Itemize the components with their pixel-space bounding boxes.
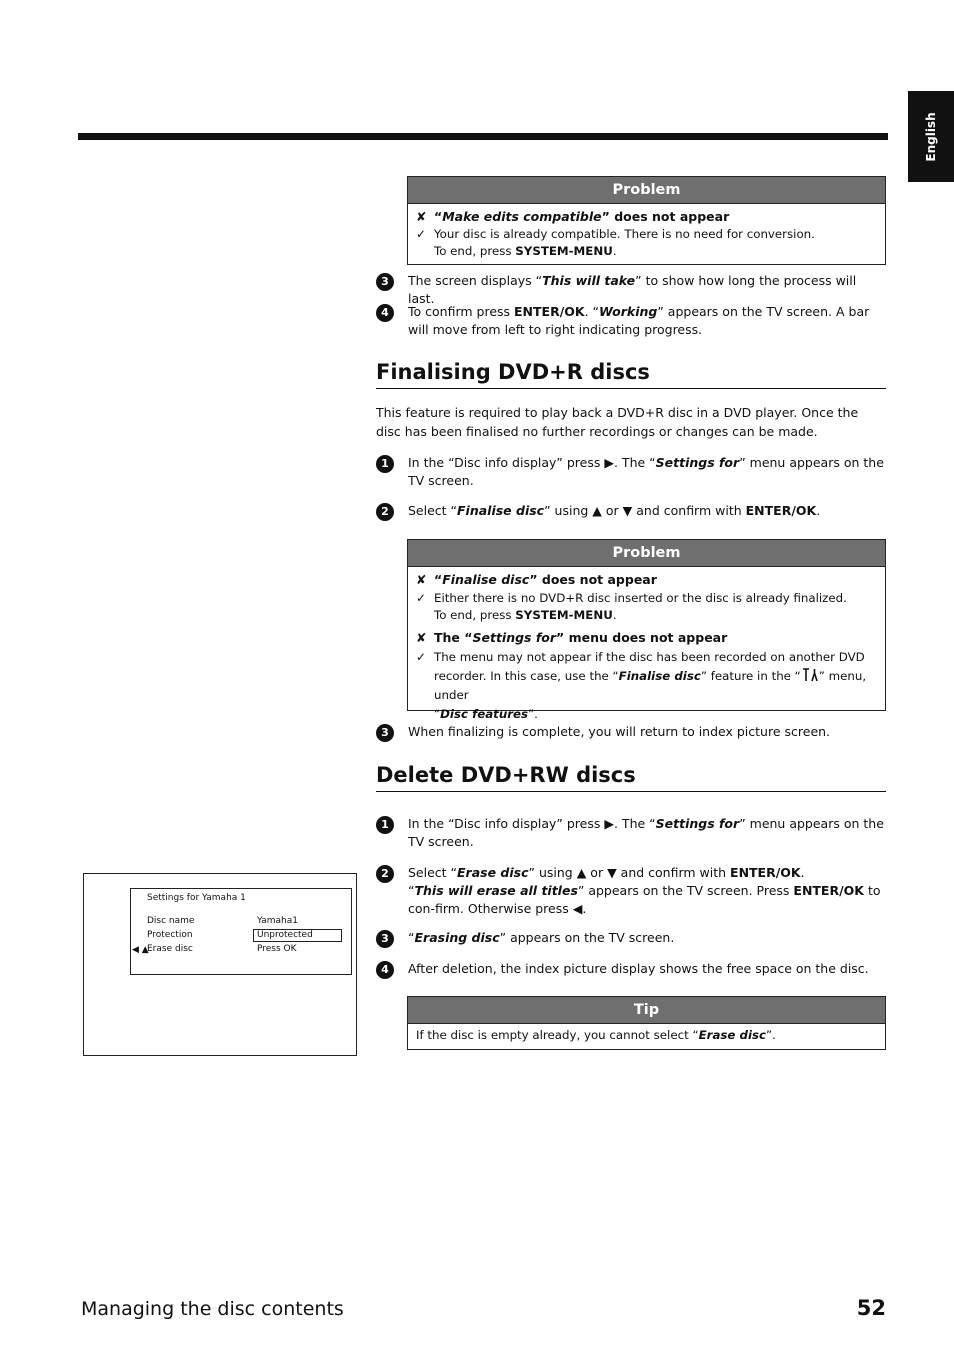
down-arrow-icon: ▼	[622, 503, 633, 518]
settings-menu: Settings for Yamaha 1 Disc name Yamaha1 Protection Unprotected Erase disc Press OK ◀ ▲	[130, 888, 352, 975]
tip-text: If the disc is empty already, you cannot select “Erase disc”.	[416, 1028, 776, 1042]
footer-section-title: Managing the disc contents	[81, 1298, 344, 1320]
left-arrow-icon: ◀	[572, 901, 583, 916]
section-title-finalise: Finalising DVD+R discs	[376, 360, 886, 389]
tools-icon	[801, 667, 819, 682]
tv-screen-illustration	[83, 873, 357, 1056]
step-number: 3	[376, 273, 394, 291]
language-tab	[908, 91, 954, 182]
cross-icon: ✘	[416, 209, 427, 224]
step-4-confirm: 4 To confirm press ENTER/OK. “Working” appears on the TV screen. A bar will move from left to right indicating progress.	[376, 303, 886, 339]
up-arrow-icon: ▲	[592, 503, 602, 518]
finalise-intro: This feature is required to play back a DVD+R disc in a DVD player. Once the disc has been finalised no further recordings or changes can be made.	[376, 405, 859, 439]
finalise-step-2: 2 Select “Finalise disc” using ▲ or ▼ and confirm with ENTER/OK.	[376, 502, 886, 521]
problem-box-2	[407, 539, 886, 721]
play-right-icon: ▶	[604, 816, 614, 831]
step-number: 4	[376, 961, 394, 979]
language-label: English	[924, 111, 938, 162]
check-icon: ✓	[416, 591, 426, 605]
section-title-delete: Delete DVD+RW discs	[376, 763, 886, 792]
menu-title: Settings for Yamaha 1	[147, 893, 246, 903]
finalise-step-1: 1 In the “Disc info display” press ▶. The “Settings for” menu appears on the TV screen.	[376, 454, 886, 490]
tip-heading: Tip	[408, 997, 885, 1024]
step-number: 2	[376, 865, 394, 883]
cross-icon: ✘	[416, 572, 427, 587]
nav-arrows-icon: ◀ ▲	[132, 945, 149, 955]
top-rule	[78, 133, 888, 140]
delete-step-2: 2 Select “Erase disc” using ▲ or ▼ and confirm with ENTER/OK. “This will erase all titles” appears on the TV screen. Press ENTER/OK to con-firm. Otherwise press ◀.	[376, 864, 886, 918]
step-number: 4	[376, 304, 394, 322]
step-number: 2	[376, 503, 394, 521]
step-number: 3	[376, 724, 394, 742]
problem-statement: ✘ The “Settings for” menu does not appear	[416, 630, 728, 645]
play-right-icon: ▶	[604, 455, 614, 470]
problem-box-heading: Problem	[408, 540, 885, 567]
step-number: 3	[376, 930, 394, 948]
problem-box-1	[407, 176, 886, 265]
down-arrow-icon: ▼	[607, 865, 617, 880]
solution-text: ✓ Either there is no DVD+R disc inserted or the disc is already finalized. To end, press SYSTEM-MENU.	[416, 591, 847, 622]
delete-step-4: 4 After deletion, the index picture display shows the free space on the disc.	[376, 960, 886, 979]
up-arrow-icon: ▲	[576, 865, 587, 880]
step-3-time: 3 The screen displays “This will take” to show how long the process will last.	[376, 272, 886, 308]
problem-box-heading: Problem	[408, 177, 885, 204]
check-icon: ✓	[416, 227, 426, 241]
delete-step-1: 1 In the “Disc info display” press ▶. The “Settings for” menu appears on the TV screen.	[376, 815, 886, 851]
solution-text: ✓ Your disc is already compatible. There is no need for conversion. To end, press SYSTEM-MENU.	[416, 227, 815, 258]
page-number: 52	[856, 1296, 886, 1320]
step-number: 1	[376, 816, 394, 834]
delete-step-3: 3 “Erasing disc” appears on the TV screen.	[376, 929, 886, 948]
step-number: 1	[376, 455, 394, 473]
cross-icon: ✘	[416, 630, 427, 645]
tip-box	[407, 996, 886, 1050]
problem-statement: ✘ “Make edits compatible” does not appear	[416, 209, 730, 224]
solution-text: ✓ The menu may not appear if the disc has been recorded on another DVD recorder. In this case, use the “Finalise disc” feature in the “ ” menu, under “Disc features”.	[416, 650, 867, 721]
check-icon: ✓	[416, 650, 426, 664]
problem-statement: ✘ “Finalise disc” does not appear	[416, 572, 657, 587]
finalise-step-3: 3 When finalizing is complete, you will return to index picture screen.	[376, 723, 886, 742]
